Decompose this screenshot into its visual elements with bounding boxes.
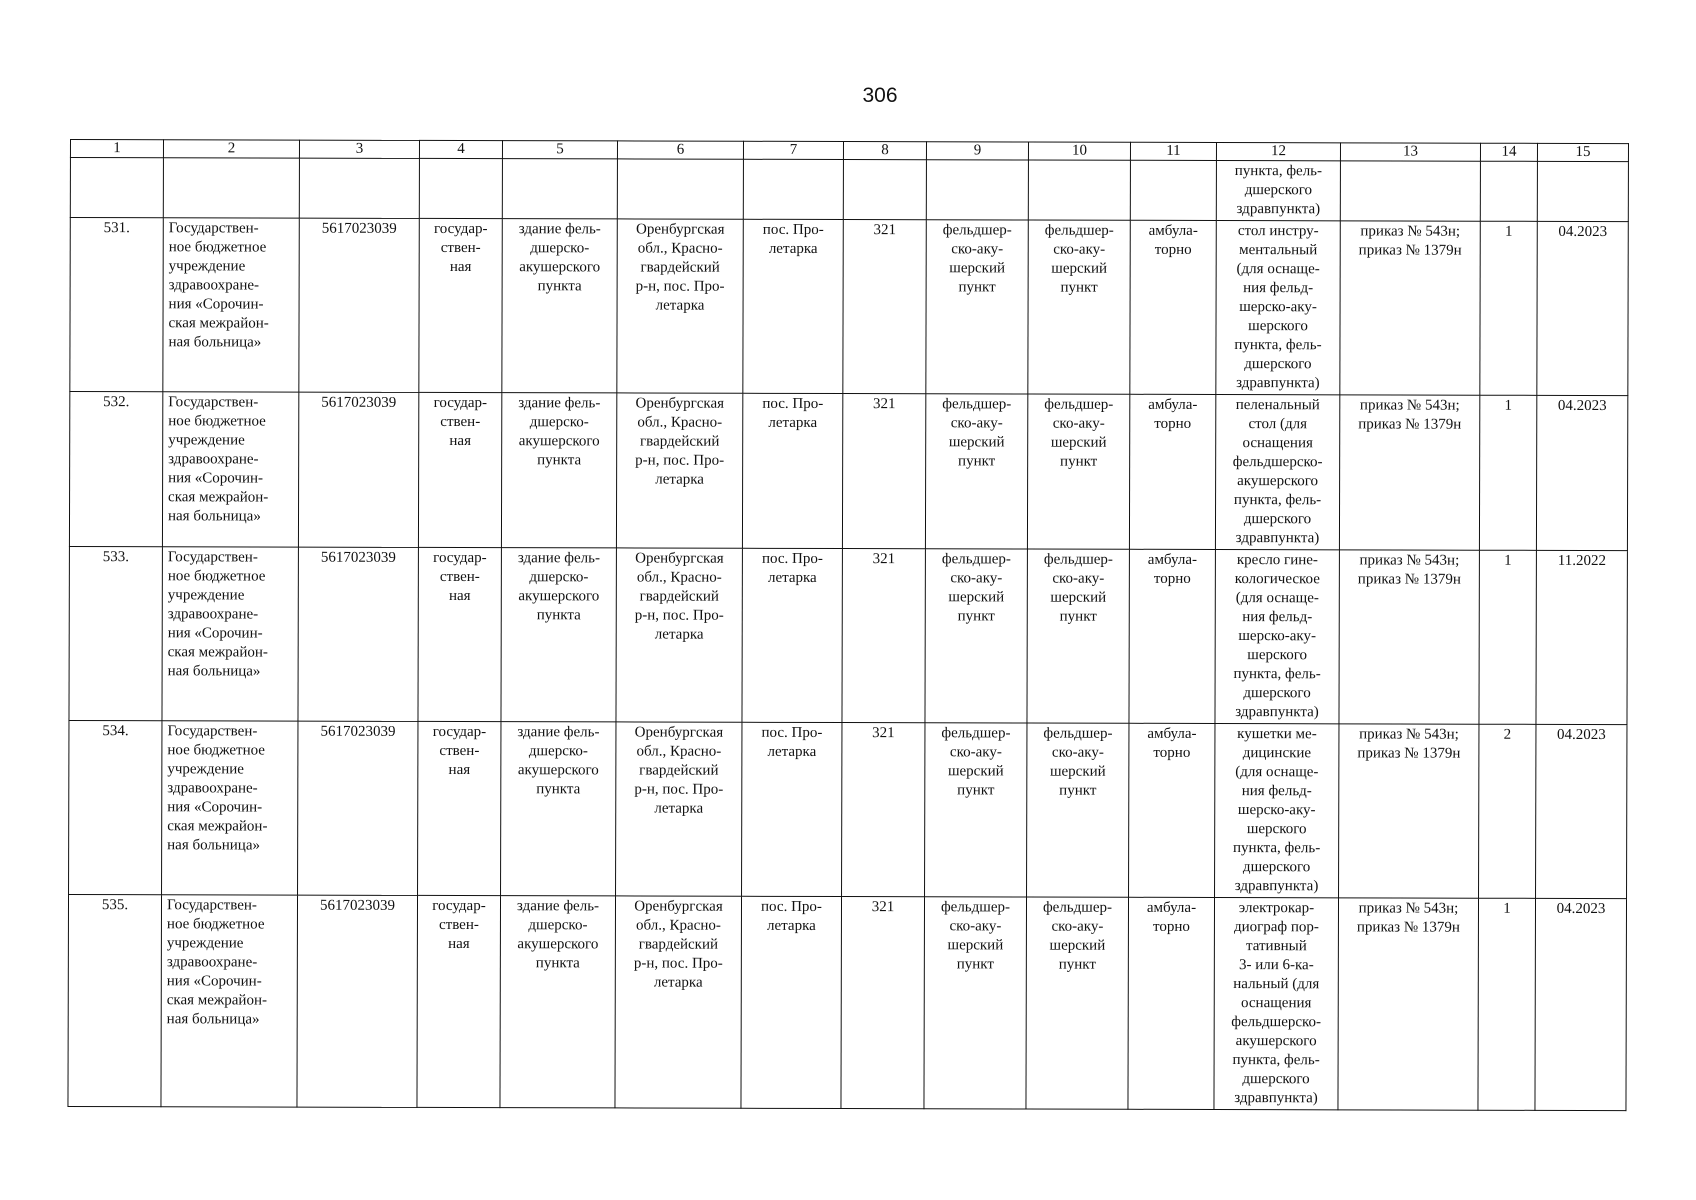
orders-cell: приказ № 543н; приказ № 1379н	[1339, 724, 1479, 898]
equipment-cell: пункта, фель- дшерского здравпункта)	[1216, 161, 1340, 221]
building-cell: здание фель- дшерско- акушерского пункта	[501, 548, 616, 722]
conditions-cell: амбула- торно	[1129, 723, 1215, 897]
address-cell: Оренбургская обл., Красно- гвардейский р-н, пос. Про- летарка	[617, 219, 743, 393]
column-number: 9	[926, 142, 1028, 160]
inn-cell: 5617023039	[298, 721, 418, 895]
ownership-cell: государ- ствен- ная	[417, 895, 501, 1107]
code-cell: 321	[843, 220, 926, 394]
unit-type-cell: фельдшер- ско-аку- шерский пункт	[925, 549, 1027, 723]
conditions-cell: амбула- торно	[1129, 394, 1215, 549]
settlement-cell: пос. Про- летарка	[743, 219, 843, 393]
institution-cell: Государствен- ное бюджетное учреждение здравоохране- ния «Сорочин- ская межрайон- ная больница»	[162, 547, 298, 721]
registry-table	[67, 139, 1629, 1111]
building-cell: здание фель- дшерско- акушерского пункта	[500, 896, 616, 1108]
unit-name-cell: фельдшер- ско-аку- шерский пункт	[1028, 220, 1130, 394]
table-row	[70, 218, 1628, 396]
institution-cell: Государствен- ное бюджетное учреждение здравоохране- ния «Сорочин- ская межрайон- ная больница»	[162, 392, 298, 547]
equipment-cell: кресло гине- кологическое (для оснаще- ния фельд- шерско-аку- шерского пункта, фель- дшерского здравпункта)	[1215, 550, 1339, 724]
column-number: 4	[419, 140, 502, 158]
unit-name-cell: фельдшер- ско-аку- шерский пункт	[1027, 549, 1129, 723]
column-number: 2	[163, 140, 299, 158]
table-row	[69, 720, 1627, 898]
settlement-cell: пос. Про- летарка	[741, 896, 842, 1108]
address-cell: Оренбургская обл., Красно- гвардейский р-н, пос. Про- летарка	[615, 896, 742, 1108]
column-number: 14	[1480, 143, 1537, 161]
quantity-cell: 1	[1478, 898, 1536, 1110]
column-number: 15	[1537, 143, 1628, 161]
address-cell: Оренбургская обл., Красно- гвардейский р-н, пос. Про- летарка	[616, 393, 742, 548]
table-row	[69, 392, 1627, 551]
conditions-cell: амбула- торно	[1130, 220, 1216, 394]
inn-cell: 5617023039	[298, 392, 418, 547]
quantity-cell: 2	[1479, 724, 1536, 898]
unit-type-cell: фельдшер- ско-аку- шерский пункт	[925, 394, 1027, 549]
column-number: 11	[1130, 142, 1216, 160]
institution-cell: Государствен- ное бюджетное учреждение здравоохране- ния «Сорочин- ская межрайон- ная больница»	[163, 218, 299, 392]
equipment-cell: кушетки ме- дицинские (для оснаще- ния фельд- шерско-аку- шерского пункта, фель- дшерского здравпункта)	[1215, 723, 1339, 897]
date-cell: 11.2022	[1536, 550, 1627, 724]
orders-cell: приказ № 543н; приказ № 1379н	[1338, 898, 1479, 1110]
column-number: 5	[502, 141, 617, 159]
settlement-cell: пос. Про- летарка	[742, 548, 842, 722]
code-cell: 321	[842, 723, 925, 897]
equipment-cell: пеленальный стол (для оснащения фельдшерско- акушерского пункта, фель- дшерского здравпункта)	[1215, 395, 1339, 550]
address-cell: Оренбургская обл., Красно- гвардейский р-н, пос. Про- летарка	[616, 722, 742, 896]
conditions-cell: амбула- торно	[1128, 897, 1215, 1109]
column-number: 8	[843, 142, 926, 160]
column-number: 12	[1216, 143, 1340, 161]
row-number-cell: 533.	[69, 546, 162, 720]
orders-cell: приказ № 543н; приказ № 1379н	[1339, 395, 1479, 550]
conditions-cell: амбула- торно	[1129, 549, 1215, 723]
date-cell: 04.2023	[1536, 395, 1627, 550]
row-number-cell: 532.	[69, 392, 162, 547]
institution-cell: Государствен- ное бюджетное учреждение здравоохране- ния «Сорочин- ская межрайон- ная больница»	[162, 721, 298, 895]
quantity-cell: 1	[1479, 395, 1536, 550]
page-number: 306	[862, 84, 898, 107]
column-number: 10	[1028, 142, 1130, 160]
table-row	[68, 894, 1627, 1110]
ownership-cell: государ- ствен- ная	[418, 721, 501, 895]
settlement-cell: пос. Про- летарка	[742, 393, 842, 548]
unit-type-cell: фельдшер- ско-аку- шерский пункт	[924, 897, 1027, 1109]
continuation-row	[70, 158, 1628, 222]
column-number: 1	[70, 140, 163, 158]
unit-name-cell: фельдшер- ско-аку- шерский пункт	[1026, 897, 1129, 1109]
ownership-cell: государ- ствен- ная	[418, 547, 501, 721]
inn-cell: 5617023039	[297, 895, 418, 1107]
date-cell: 04.2023	[1535, 898, 1627, 1110]
column-number: 6	[617, 141, 743, 159]
quantity-cell: 1	[1479, 550, 1536, 724]
equipment-cell: электрокар- диограф пор- тативный 3- или 6-ка- нальный (для оснащения фельдшерско- акушерского пункта, фель- дшерского здравпункта)	[1214, 897, 1339, 1109]
code-cell: 321	[841, 897, 925, 1109]
ownership-cell: государ- ствен- ная	[418, 392, 501, 547]
unit-name-cell: фельдшер- ско-аку- шерский пункт	[1027, 394, 1129, 549]
row-number-cell: 531.	[70, 218, 163, 392]
inn-cell: 5617023039	[299, 218, 419, 392]
column-number: 7	[743, 141, 843, 159]
orders-cell: приказ № 543н; приказ № 1379н	[1339, 550, 1479, 724]
code-cell: 321	[842, 394, 925, 549]
institution-cell: Государствен- ное бюджетное учреждение здравоохране- ния «Сорочин- ская межрайон- ная больница»	[161, 895, 298, 1107]
building-cell: здание фель- дшерско- акушерского пункта	[501, 393, 616, 548]
column-number: 3	[299, 140, 419, 158]
equipment-cell: стол инстру- ментальный (для оснаще- ния фельд- шерско-аку- шерского пункта, фель- дшерского здравпункта)	[1216, 221, 1340, 395]
orders-cell: приказ № 543н; приказ № 1379н	[1340, 221, 1480, 395]
building-cell: здание фель- дшерско- акушерского пункта	[502, 219, 617, 393]
unit-type-cell: фельдшер- ско-аку- шерский пункт	[925, 723, 1027, 897]
column-number: 13	[1340, 143, 1480, 161]
unit-name-cell: фельдшер- ско-аку- шерский пункт	[1027, 723, 1129, 897]
date-cell: 04.2023	[1537, 221, 1628, 395]
row-number-cell: 535.	[68, 894, 162, 1106]
date-cell: 04.2023	[1536, 724, 1627, 898]
code-cell: 321	[842, 549, 925, 723]
ownership-cell: государ- ствен- ная	[419, 218, 502, 392]
inn-cell: 5617023039	[298, 547, 418, 721]
address-cell: Оренбургская обл., Красно- гвардейский р-н, пос. Про- летарка	[616, 548, 742, 722]
building-cell: здание фель- дшерско- акушерского пункта	[501, 722, 616, 896]
table-row	[69, 546, 1627, 724]
quantity-cell: 1	[1480, 221, 1537, 395]
settlement-cell: пос. Про- летарка	[742, 722, 842, 896]
unit-type-cell: фельдшер- ско-аку- шерский пункт	[926, 220, 1028, 394]
row-number-cell: 534.	[69, 720, 162, 894]
